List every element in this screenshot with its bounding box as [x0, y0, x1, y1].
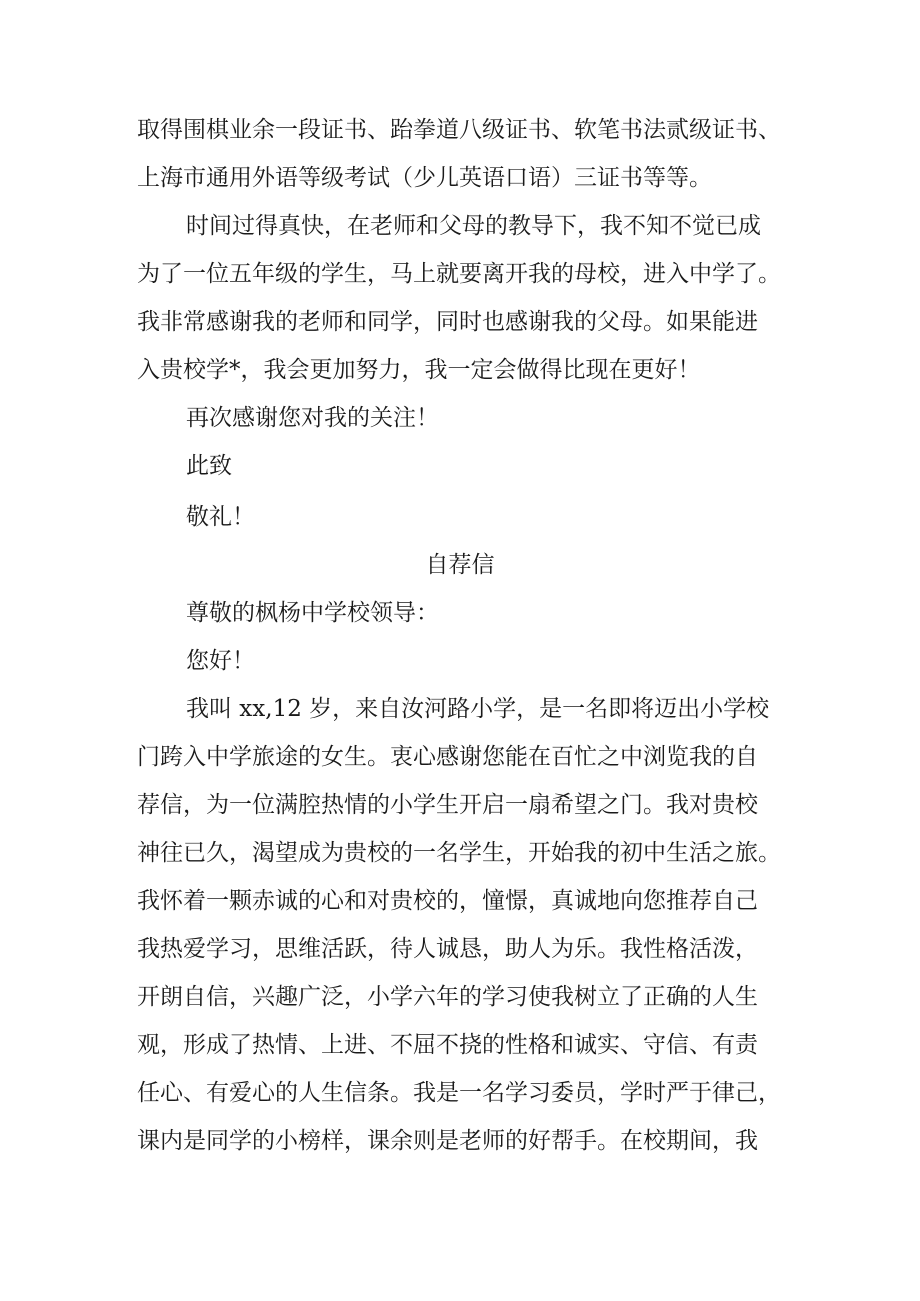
text-line: 时间过得真快，在老师和父母的教导下，我不知不觉已成 [186, 213, 761, 239]
letter-addressee: 尊敬的枫杨中学校领导： [186, 600, 439, 626]
text-line: 为了一位五年级的学生，马上就要离开我的母校，进入中学了。 [137, 261, 781, 287]
salutation-closing: 此致 [186, 453, 232, 479]
text-line: 入贵校学*，我会更加努力，我一定会做得比现在更好！ [137, 357, 701, 383]
text-line: 观，形成了热情、上进、不屈不挠的性格和诚实、守信、有责 [137, 1032, 758, 1058]
text-line: 门跨入中学旅途的女生。衷心感谢您能在百忙之中浏览我的自 [137, 744, 758, 770]
text-line: 上海市通用外语等级考试（少儿英语口语）三证书等等。 [137, 165, 712, 191]
text-line: 取得围棋业余一段证书、跆拳道八级证书、软笔书法贰级证书、 [137, 117, 781, 143]
text-line: 开朗自信，兴趣广泛，小学六年的学习使我树立了正确的人生 [137, 984, 758, 1010]
text-line: 荐信，为一位满腔热情的小学生开启一扇希望之门。我对贵校 [137, 792, 758, 818]
text-line: 神往已久，渴望成为贵校的一名学生，开始我的初中生活之旅。 [137, 840, 781, 866]
text-line: 我热爱学习，思维活跃，待人诚恳，助人为乐。我性格活泼， [137, 936, 758, 962]
letter-greeting: 您好！ [186, 648, 255, 674]
text-line: 我叫 xx,12 岁，来自汝河路小学，是一名即将迈出小学校 [186, 696, 770, 722]
text-line: 我非常感谢我的老师和同学，同时也感谢我的父母。如果能进 [137, 309, 758, 335]
letter-title: 自荐信 [425, 552, 495, 578]
text-line: 我怀着一颗赤诚的心和对贵校的，憧憬，真诚地向您推荐自己 [137, 888, 758, 914]
text-line: 任心、有爱心的人生信条。我是一名学习委员，学时严于律己， [137, 1080, 781, 1106]
salutation-regards: 敬礼！ [186, 504, 255, 530]
text-line: 再次感谢您对我的关注！ [186, 405, 439, 431]
text-line: 课内是同学的小榜样，课余则是老师的好帮手。在校期间，我 [137, 1128, 758, 1154]
